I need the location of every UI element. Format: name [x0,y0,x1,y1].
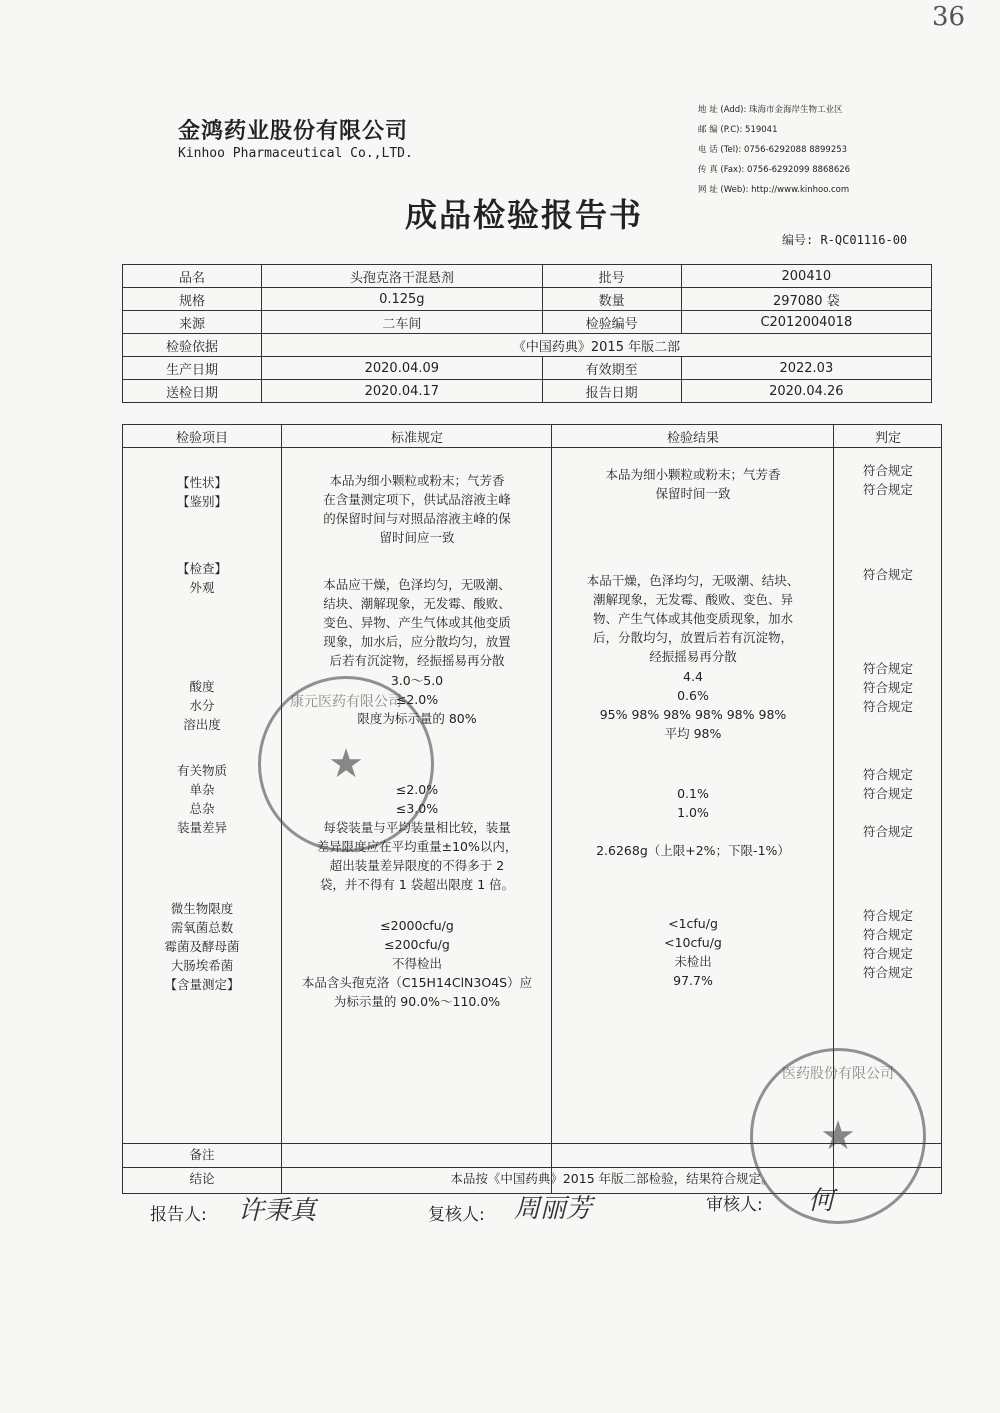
reviewer-signature: 周丽芳 [514,1194,593,1224]
label-qty: 数量 [542,288,681,311]
result-cell: 本品为细小颗粒或粉末；气芳香 保留时间一致 [605,467,781,501]
conclusion-text: 本品按《中国药典》2015 年版二部检验，结果符合规定。 [450,1171,774,1186]
label-inspection-no: 检验编号 [542,311,681,334]
value-qty: 297080 袋 [681,288,931,311]
auditor-signature: 何 [808,1186,835,1216]
label-batch: 批号 [542,265,681,288]
value-batch: 200410 [681,265,931,288]
star-icon: ★ [820,1113,856,1159]
star-icon: ★ [328,741,364,787]
standard-cell: ≤2000cfu/g ≤200cfu/g 不得检出 本品含头孢克洛（C15H14ClN3O4S）应 为标示量的 90.0%～110.0% [301,918,533,1009]
reporter-label: 报告人: [150,1205,207,1225]
reporter-signature: 许秉真 [238,1196,317,1226]
label-spec: 规格 [123,288,262,311]
header-table [122,264,932,403]
label-submit-date: 送检日期 [123,380,262,403]
item-cell: 【性状】 【鉴别】 [176,475,227,509]
reviewer-label: 复核人: [428,1205,485,1225]
item-cell: 酸度 水分 溶出度 [183,679,221,732]
label-report-date: 报告日期 [542,380,681,403]
col-header-standard: 标准规定 [390,431,443,446]
judgement-cell: 符合规定 符合规定 符合规定 [862,767,913,839]
result-cell: 4.4 0.6% 95% 98% 98% 98% 98% 98% 平均 98% [599,669,787,741]
company-name-en: Kinhoo Pharmaceutical Co.,LTD. [178,146,413,161]
col-header-result: 检验结果 [666,431,719,446]
contact-fax: 传 真 (Fax): 0756-6292099 8868626 [698,165,851,175]
company-contact [698,100,850,200]
seal-text: 医药股份有限公司 [782,1066,894,1082]
value-basis: 《中国药典》2015 年版二部 [262,334,932,357]
result-cell: 0.1% 1.0% 2.6268g（上限+2%；下限-1%） [596,786,790,858]
standard-cell: 本品应干燥，色泽均匀，无吸潮、 结块、潮解现象，无发霉、酸败、 变色、异物、产生气体或其他变质 现象，加水后，应分散均匀，放置 后若有沉淀物，经振摇易再分散 [323,577,511,668]
value-report-date: 2020.04.26 [681,380,931,403]
standard-cell: ≤2.0% ≤3.0% 每袋装量与平均装量相比较，装量 差异限度应在平均重量±10%以内， 超出装量差异限度的不得多于 2 袋，并不得有 1 袋超出限度 1 倍。 [316,782,518,892]
divider [123,447,941,448]
label-source: 来源 [123,311,262,334]
value-expiry: 2022.03 [681,357,931,380]
standard-cell: 3.0～5.0 ≤2.0% 限度为标示量的 80% [357,673,477,726]
document-number: 编号: R-QC01116-00 [782,233,908,247]
value-spec: 0.125g [262,288,543,311]
col-header-item: 检验项目 [175,431,228,446]
result-cell: 本品干燥，色泽均匀，无吸潮、结块、 潮解现象，无发霉、酸败、变色、异 物、产生气体或其他变质现象，加水 后，分散均匀，放置后若有沉淀物， 经振摇易再分散 [586,573,800,664]
value-source: 二车间 [262,311,543,334]
contact-tel: 电 话 (Tel): 0756-6292088 8899253 [698,145,848,155]
label-mfg-date: 生产日期 [123,357,262,380]
col-header-judgement: 判定 [874,431,901,446]
judgement-cell: 符合规定 符合规定 符合规定 符合规定 [862,908,913,980]
divider [551,425,552,1193]
item-cell: 微生物限度 需氧菌总数 霉菌及酵母菌 大肠埃希菌 【含量测定】 [164,901,240,992]
standard-cell: 本品为细小颗粒或粉末；气芳香 在含量测定项下，供试品溶液主峰 的保留时间与对照品溶液主峰的保 留时间应一致 [323,473,511,545]
remark-label: 备注 [189,1147,215,1162]
company-name-cn: 金鸿药业股份有限公司 [178,119,409,144]
judgement-cell: 符合规定 符合规定 [862,463,913,497]
value-submit-date: 2020.04.17 [262,380,543,403]
seal-text: 康元医药有限公司 [290,694,402,710]
conclusion-label: 结论 [189,1171,215,1186]
label-expiry: 有效期至 [542,357,681,380]
company-seal-stamp [750,1048,926,1224]
company-seal-stamp [258,676,434,852]
contact-web: 网 址 (Web): http://www.kinhoo.com [698,185,850,195]
value-product: 头孢克洛干混悬剂 [262,265,543,288]
label-product: 品名 [123,265,262,288]
judgement-cell: 符合规定 符合规定 符合规定 [862,661,913,714]
value-mfg-date: 2020.04.09 [262,357,543,380]
item-cell: 有关物质 单杂 总杂 装量差异 [176,763,227,835]
label-basis: 检验依据 [123,334,262,357]
report-title: 成品检验报告书 [405,196,644,234]
item-cell: 【检查】 外观 [176,561,227,595]
contact-address: 地 址 (Add): 珠海市金海岸生物工业区 [698,105,843,115]
result-cell: <1cfu/g <10cfu/g 未检出 97.7% [664,916,722,988]
auditor-label: 审核人: [706,1195,763,1215]
contact-postcode: 邮 编 (P.C): 519041 [698,125,778,135]
page-number-mark: 36 [932,2,966,32]
judgement-cell: 符合规定 [862,567,913,582]
value-inspection-no: C2012004018 [681,311,931,334]
